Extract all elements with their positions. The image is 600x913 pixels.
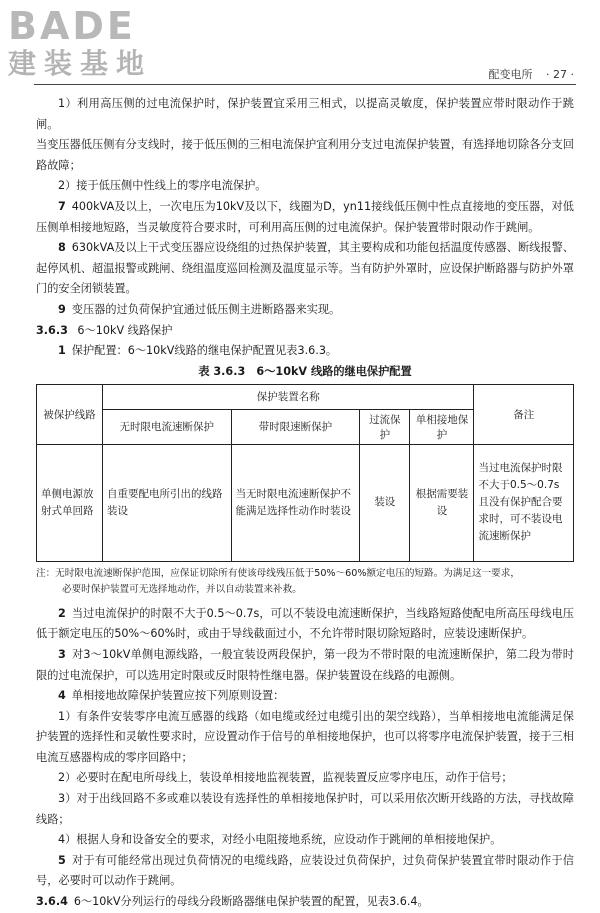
item-number: 9 — [58, 302, 66, 316]
paragraphs-b — [36, 604, 574, 892]
paragraph: 4 单相接地故障保护装置应按下列原则设置： — [58, 689, 285, 703]
paragraph: 2）必要时在配电所母线上，装设单相接地监视装置，监视装置反应零序电压，动作于信号； — [58, 771, 513, 785]
cell-overcurrent: 装设 — [360, 444, 410, 561]
section-heading — [36, 321, 574, 342]
table-caption: 表 3.6.3 6～10kV 线路的继电保护配置 — [198, 364, 412, 378]
paragraph: 8 630kVA及以上干式变压器应设绕组的过热保护装置，其主要构成和功能包括温度传感器、断线报警、起停风机、超温报警或跳闸、绕组温度巡回检测及温度显示等。当有防护外罩时，应设保护断路器与防护外罩门的安全闭锁装置。 — [36, 241, 574, 296]
item-number: 3 — [58, 647, 66, 661]
col-header-group: 保护装置名称 — [102, 384, 474, 409]
item-number: 2 — [58, 606, 66, 620]
cell-notes: 当过电流保护时限不大于0.5～0.7s且没有保护配合要求时，可不装设电流速断保护 — [474, 444, 574, 561]
paragraph: 9 变压器的过负荷保护宜通过低压侧主进断路器来实现。 — [58, 302, 341, 316]
section-paragraph: 3.6.4 6～10kV分列运行的母线分段断路器继电保护装置的配置，见表3.6.4。 — [36, 895, 429, 909]
logo-wordmark: BADE — [8, 4, 136, 48]
page-number: · 27 · — [546, 68, 574, 81]
page-body — [36, 94, 574, 913]
cell-ground: 根据需要装设 — [410, 444, 474, 561]
paragraph: 2）接于低压侧中性线上的零序电流保护。 — [58, 179, 267, 193]
paragraph: 1）利用高压侧的过电流保护时，保护装置宜采用三相式，以提高灵敏度，保护装置应带时限动作于跳闸。 — [36, 97, 574, 131]
col-header-line: 被保护线路 — [37, 384, 103, 444]
paragraph: 7 400kVA及以上，一次电压为10kV及以下，线圈为D，yn11接线低压侧中性点直接地的变压器，对低压侧单相接地短路，当灵敏度符合要求时，可利用高压侧的过电流保护。保护装置带时限动作于跳闸。 — [36, 199, 574, 234]
item-number: 5 — [58, 853, 66, 867]
item-number: 8 — [58, 241, 66, 255]
item-number: 4 — [58, 689, 66, 703]
table-note — [36, 566, 574, 598]
item-number: 7 — [58, 199, 66, 213]
protection-table — [36, 384, 574, 562]
paragraph: 3 对3～10kV单侧电源线路，一般宜装设两段保护，第一段为不带时限的电流速断保护，第二段为带时限的过电流保护，可以选用定时限或反时限特性继电器。保护装置设在线路的电源侧。 — [36, 647, 574, 682]
item-number: 1 — [58, 344, 66, 358]
section-number: 3.6.3 — [36, 323, 68, 337]
col-header-ground: 单相接地保护 — [410, 409, 474, 444]
cell-timed: 当无时限电流速断保护不能满足选择性动作时装设 — [231, 444, 360, 561]
table-row — [37, 444, 574, 561]
paragraph: 1 保护配置：6～10kV线路的继电保护配置见表3.6.3。 — [58, 344, 338, 358]
paragraph: 5 对于有可能经常出现过负荷情况的电缆线路，应装设过负荷保护，过负荷保护装置宜带时限动作于信号，必要时可以动作于跳闸。 — [36, 853, 574, 888]
paragraph: 3）对于出线回路不多或难以装设有选择性的单相接地保护时，可以采用依次断开线路的方法，寻找故障线路； — [36, 792, 574, 826]
section-title: 6～10kV 线路保护 — [77, 323, 173, 337]
table-note-line: 必要时保护装置可无选择地动作，并以自动装置来补救。 — [62, 583, 302, 595]
running-header — [479, 66, 574, 82]
col-header-notes: 备注 — [474, 384, 574, 444]
logo-subtitle: 建装基地 — [8, 47, 153, 80]
col-header-timed: 带时限速断保护 — [231, 409, 360, 444]
header-rule — [34, 84, 576, 85]
paragraph: 当变压器低压侧有分支线时，接于低压侧的三相电流保护宜利用分支过电流保护装置，有选择地切除各分支回路故障； — [36, 138, 574, 172]
paragraph: 4）根据人身和设备安全的要求，对经小电阻接地系统，应设动作于跳闸的单相接地保护。 — [58, 833, 502, 847]
paragraph: 1）有条件安装零序电流互感器的线路（如电缆或经过电缆引出的架空线路），当单相接地电流能满足保护装置的选择性和灵敏性要求时，应设置动作于信号的单相接地保护，也可以将零序电流保护装置，接于三相电流互感器构成的零序回路中； — [36, 709, 574, 764]
header-section: 配变电所 — [488, 68, 533, 81]
cell-line: 单侧电源放射式单回路 — [37, 444, 103, 561]
paragraph: 2 当过电流保护的时限不大于0.5～0.7s，可以不装设电流速断保护，当线路短路使配电所高压母线电压低于额定电压的50%～60%时，或由于导线截面过小，不允许带时限切除短路时，应装设速断保护。 — [36, 606, 574, 641]
paragraphs-a — [36, 94, 574, 321]
col-header-instant: 无时限电流速断保护 — [102, 409, 231, 444]
cell-instant: 自重要配电所引出的线路装设 — [102, 444, 231, 561]
logo — [8, 6, 178, 88]
table-note-line: 注：无时限电流速断保护范围，应保证切除所有使该母线残压低于50%～60%额定电压的短路。为满足这一要求， — [36, 567, 520, 579]
col-header-overcurrent: 过流保护 — [360, 409, 410, 444]
section-number: 3.6.4 — [36, 895, 68, 909]
